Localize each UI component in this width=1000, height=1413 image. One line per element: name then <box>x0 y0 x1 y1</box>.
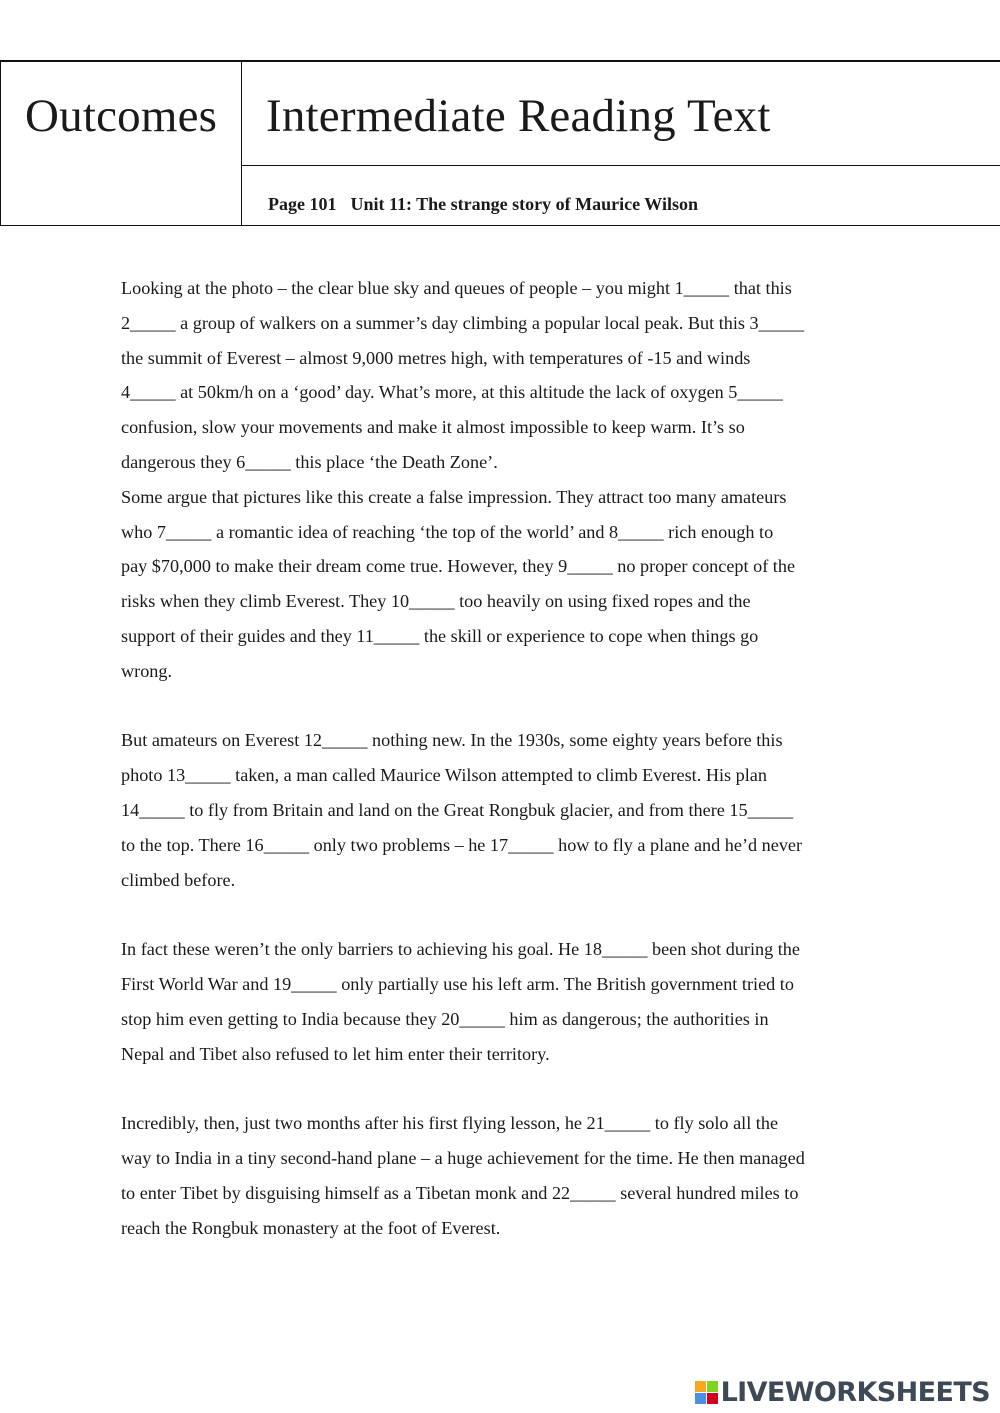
text-line: to enter Tibet by disguising himself as a Tibetan monk and 22_____ several hundred miles to <box>121 1182 799 1203</box>
reading-text <box>121 271 891 1245</box>
text-line: 14_____ to fly from Britain and land on the Great Rongbuk glacier, and from there 15_____ <box>121 799 794 820</box>
logo-square <box>707 1393 718 1404</box>
text-line: pay $70,000 to make their dream come true. However, they 9_____ no proper concept of the <box>121 556 796 577</box>
text-line: But amateurs on Everest 12_____ nothing new. In the 1930s, some eighty years before this <box>121 730 783 751</box>
liveworksheets-logo <box>695 1377 990 1407</box>
logo-square <box>695 1393 706 1404</box>
paragraph-gap <box>121 897 891 932</box>
logo-text: LIVEWORKSHEETS <box>720 1376 990 1408</box>
text-line: Nepal and Tibet also refused to let him enter their territory. <box>121 1043 550 1064</box>
text-line: stop him even getting to India because they 20_____ him as dangerous; the authorities in <box>121 1008 769 1029</box>
text-line: In fact these weren’t the only barriers to achieving his goal. He 18_____ been shot during the <box>121 939 800 960</box>
text-line: 4_____ at 50km/h on a ‘good’ day. What’s more, at this altitude the lack of oxygen 5_____ <box>121 382 783 403</box>
logo-square <box>695 1381 706 1392</box>
text-line: confusion, slow your movements and make it almost impossible to keep warm. It’s so <box>121 417 745 438</box>
page-reference: Page 101 <box>268 194 337 214</box>
text-line: dangerous they 6_____ this place ‘the Death Zone’. <box>121 451 498 472</box>
text-line: wrong. <box>121 660 173 681</box>
text-line: climbed before. <box>121 869 236 890</box>
logo-square <box>707 1381 718 1392</box>
page-title: Intermediate Reading Text <box>266 90 771 142</box>
text-line: who 7_____ a romantic idea of reaching ‘the top of the world’ and 8_____ rich enough to <box>121 521 774 542</box>
brand-cell <box>1 62 242 225</box>
paragraph-gap <box>121 1071 891 1106</box>
text-line: Looking at the photo – the clear blue sky and queues of people – you might 1_____ that this <box>121 278 792 298</box>
unit-reference: Unit 11: The strange story of Maurice Wilson <box>350 194 698 214</box>
text-line: Some argue that pictures like this create a false impression. They attract too many amateurs <box>121 486 787 507</box>
text-line: reach the Rongbuk monastery at the foot of Everest. <box>121 1217 501 1238</box>
text-line: the summit of Everest – almost 9,000 metres high, with temperatures of -15 and winds <box>121 347 751 368</box>
text-line: Incredibly, then, just two months after his first flying lesson, he 21_____ to fly solo all the <box>121 1113 779 1134</box>
text-line: First World War and 19_____ only partially use his left arm. The British government tried to <box>121 973 794 994</box>
title-divider <box>242 165 1000 166</box>
text-line: 2_____ a group of walkers on a summer’s day climbing a popular local peak. But this 3_____ <box>121 312 805 333</box>
logo-grid-icon <box>695 1381 718 1404</box>
text-line: risks when they climb Everest. They 10_____ too heavily on using fixed ropes and the <box>121 591 751 612</box>
header-box <box>0 60 1000 226</box>
text-line: to the top. There 16_____ only two problems – he 17_____ how to fly a plane and he’d never <box>121 834 803 855</box>
text-line: support of their guides and they 11_____ the skill or experience to cope when things go <box>121 625 759 646</box>
subtitle <box>268 192 698 216</box>
text-line: way to India in a tiny second-hand plane – a huge achievement for the time. He then managed <box>121 1147 805 1168</box>
brand-title: Outcomes <box>25 90 218 142</box>
text-line: photo 13_____ taken, a man called Maurice Wilson attempted to climb Everest. His plan <box>121 765 767 786</box>
paragraph-gap <box>121 689 891 724</box>
